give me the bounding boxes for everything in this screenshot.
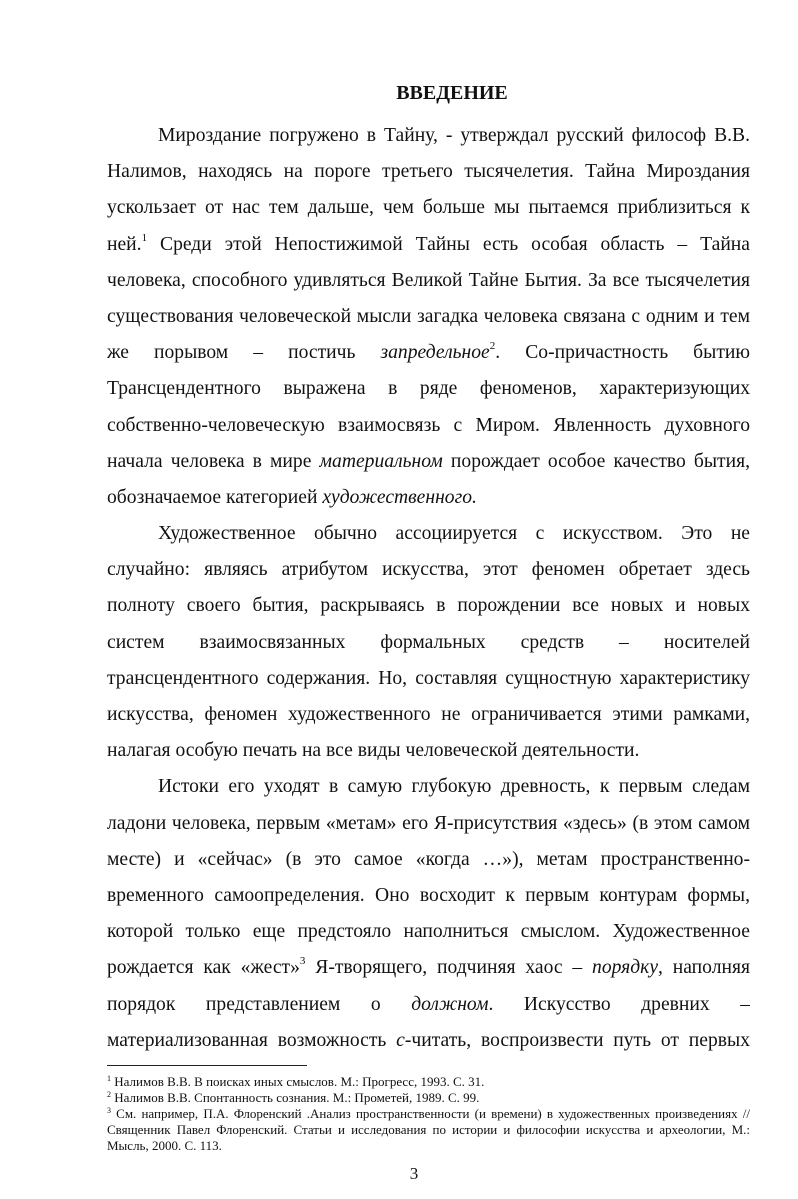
text-line [107,625,750,661]
text-line [107,263,750,299]
italic-text: должном [411,993,489,1015]
footnote-number: 2 [107,1090,111,1099]
footnote [107,1090,750,1106]
text-segment: . Со-причастность бытию [495,342,750,364]
footnote-number: 1 [107,1074,111,1083]
text-segment: ладони человека, первым «метам» его Я-присутствия «здесь» (в этом самом [107,812,750,834]
text-line [107,371,750,407]
text-segment: начала человека в мире [107,450,320,472]
italic-text: с [396,1029,405,1051]
text-segment: . Искусство древних – [488,993,750,1015]
text-line [107,769,750,805]
text-segment: Художественное обычно ассоциируется с искусством. Это не [158,523,750,545]
text-segment: которой только еще предстояло наполниться смыслом. Художественное [107,921,750,943]
text-segment: налагая особую печать на все виды человеческой деятельности. [107,740,640,762]
text-segment: материализованная возможность [107,1029,397,1051]
text-segment: Трансцендентного выражена в ряде феноменов, характеризующих [107,378,750,400]
italic-text: порядку [592,957,659,979]
text-segment: Истоки его уходят в самую глубокую древность, к первым следам [158,776,750,798]
text-line [107,806,750,842]
text-segment: Мироздание погружено в Тайну, - утверждал русский философ В.В. [158,125,750,146]
text-segment: ней. [107,233,142,255]
footnotes [107,1074,750,1154]
body-text [107,118,750,1059]
italic-text: материальном [319,450,443,472]
text-segment: Среди этой Непостижимой Тайны есть особая область – Тайна [147,233,750,255]
text-segment: -читать, воспроизвести путь от первых [404,1029,750,1051]
footnote-divider [107,1065,307,1066]
text-segment: систем взаимосвязанных формальных средств – носителей [107,631,750,653]
text-line [107,118,750,154]
text-segment: же порывом – постичь [107,342,381,364]
text-line [107,733,750,769]
text-line [107,1023,750,1059]
footnote-text: Налимов В.В. Спонтанность сознания. М.: Прометей, 1989. С. 99. [111,1090,480,1105]
footnote-number: 3 [107,1106,111,1115]
text-line [107,516,750,552]
text-line [107,299,750,335]
text-segment: ускользает от нас тем дальше, чем больше мы пытаемся приблизиться к [107,197,750,219]
italic-text: художественного. [322,486,477,508]
text-line [107,444,750,480]
text-line [107,190,750,226]
page-number: 3 [409,1164,419,1183]
footnote [107,1106,750,1154]
text-segment: искусства, феномен художественного не ограничивается этими рамками, [107,704,750,725]
text-segment: порождает особое качество бытия, [442,450,750,472]
text-line [107,227,750,263]
text-line [107,697,750,733]
text-segment: полноту своего бытия, раскрываясь в порождении все новых и новых [107,595,750,617]
text-line [107,552,750,588]
text-line [107,914,750,950]
footnote [107,1074,750,1090]
text-line [107,408,750,444]
text-segment: трансцендентного содержания. Но, составляя сущностную характеристику [107,667,750,689]
text-segment: рождается как «жест» [107,957,300,979]
text-line [107,878,750,914]
footnote-ref: 2 [489,340,496,353]
footnote-text: Налимов В.В. В поисках иных смыслов. М.: Прогресс, 1993. С. 31. [111,1074,485,1089]
text-segment: Я-творящего, подчиняя хаос – [305,957,593,979]
text-segment: человека, способного удивляться Великой Тайне Бытия. За все тысячелетия [107,269,750,291]
text-segment: обозначаемое категорией [107,486,323,508]
text-line [107,987,750,1023]
text-segment: собственно-человеческую взаимосвязь с Миром. Явленность духовного [107,414,750,436]
text-segment: месте) и «сейчас» (в это самое «когда …»), метам пространственно- [107,848,750,870]
text-segment: существования человеческой мысли загадка человека связана с одним и тем [107,305,750,327]
footnote-ref: 3 [299,955,306,968]
text-line [107,588,750,624]
text-line [107,842,750,878]
text-segment: временного самоопределения. Оно восходит к первым контурам формы, [107,884,750,906]
italic-text: запредельное [380,342,490,364]
footnote-ref: 1 [141,231,148,244]
text-segment: Налимов, находясь на пороге третьего тысячелетия. Тайна Мироздания [107,161,750,183]
text-segment: случайно: являясь атрибутом искусства, этот феномен обретает здесь [107,559,750,581]
text-segment: , наполняя [658,957,750,979]
text-line [107,154,750,190]
page-title: ВВЕДЕНИЕ [396,82,508,104]
text-line [107,335,750,371]
text-line [107,480,750,516]
text-segment: порядок представлением о [107,993,412,1015]
text-line [107,661,750,697]
text-line [107,950,750,986]
footnote-text: См. например, П.А. Флоренский .Анализ пространственности (и времени) в художественных произведениях // Священник Павел Флоренский. Статьи и исследования по истории и философии искусства и археологии, М.: Мысль, 2000. С. 113. [107,1106,750,1153]
